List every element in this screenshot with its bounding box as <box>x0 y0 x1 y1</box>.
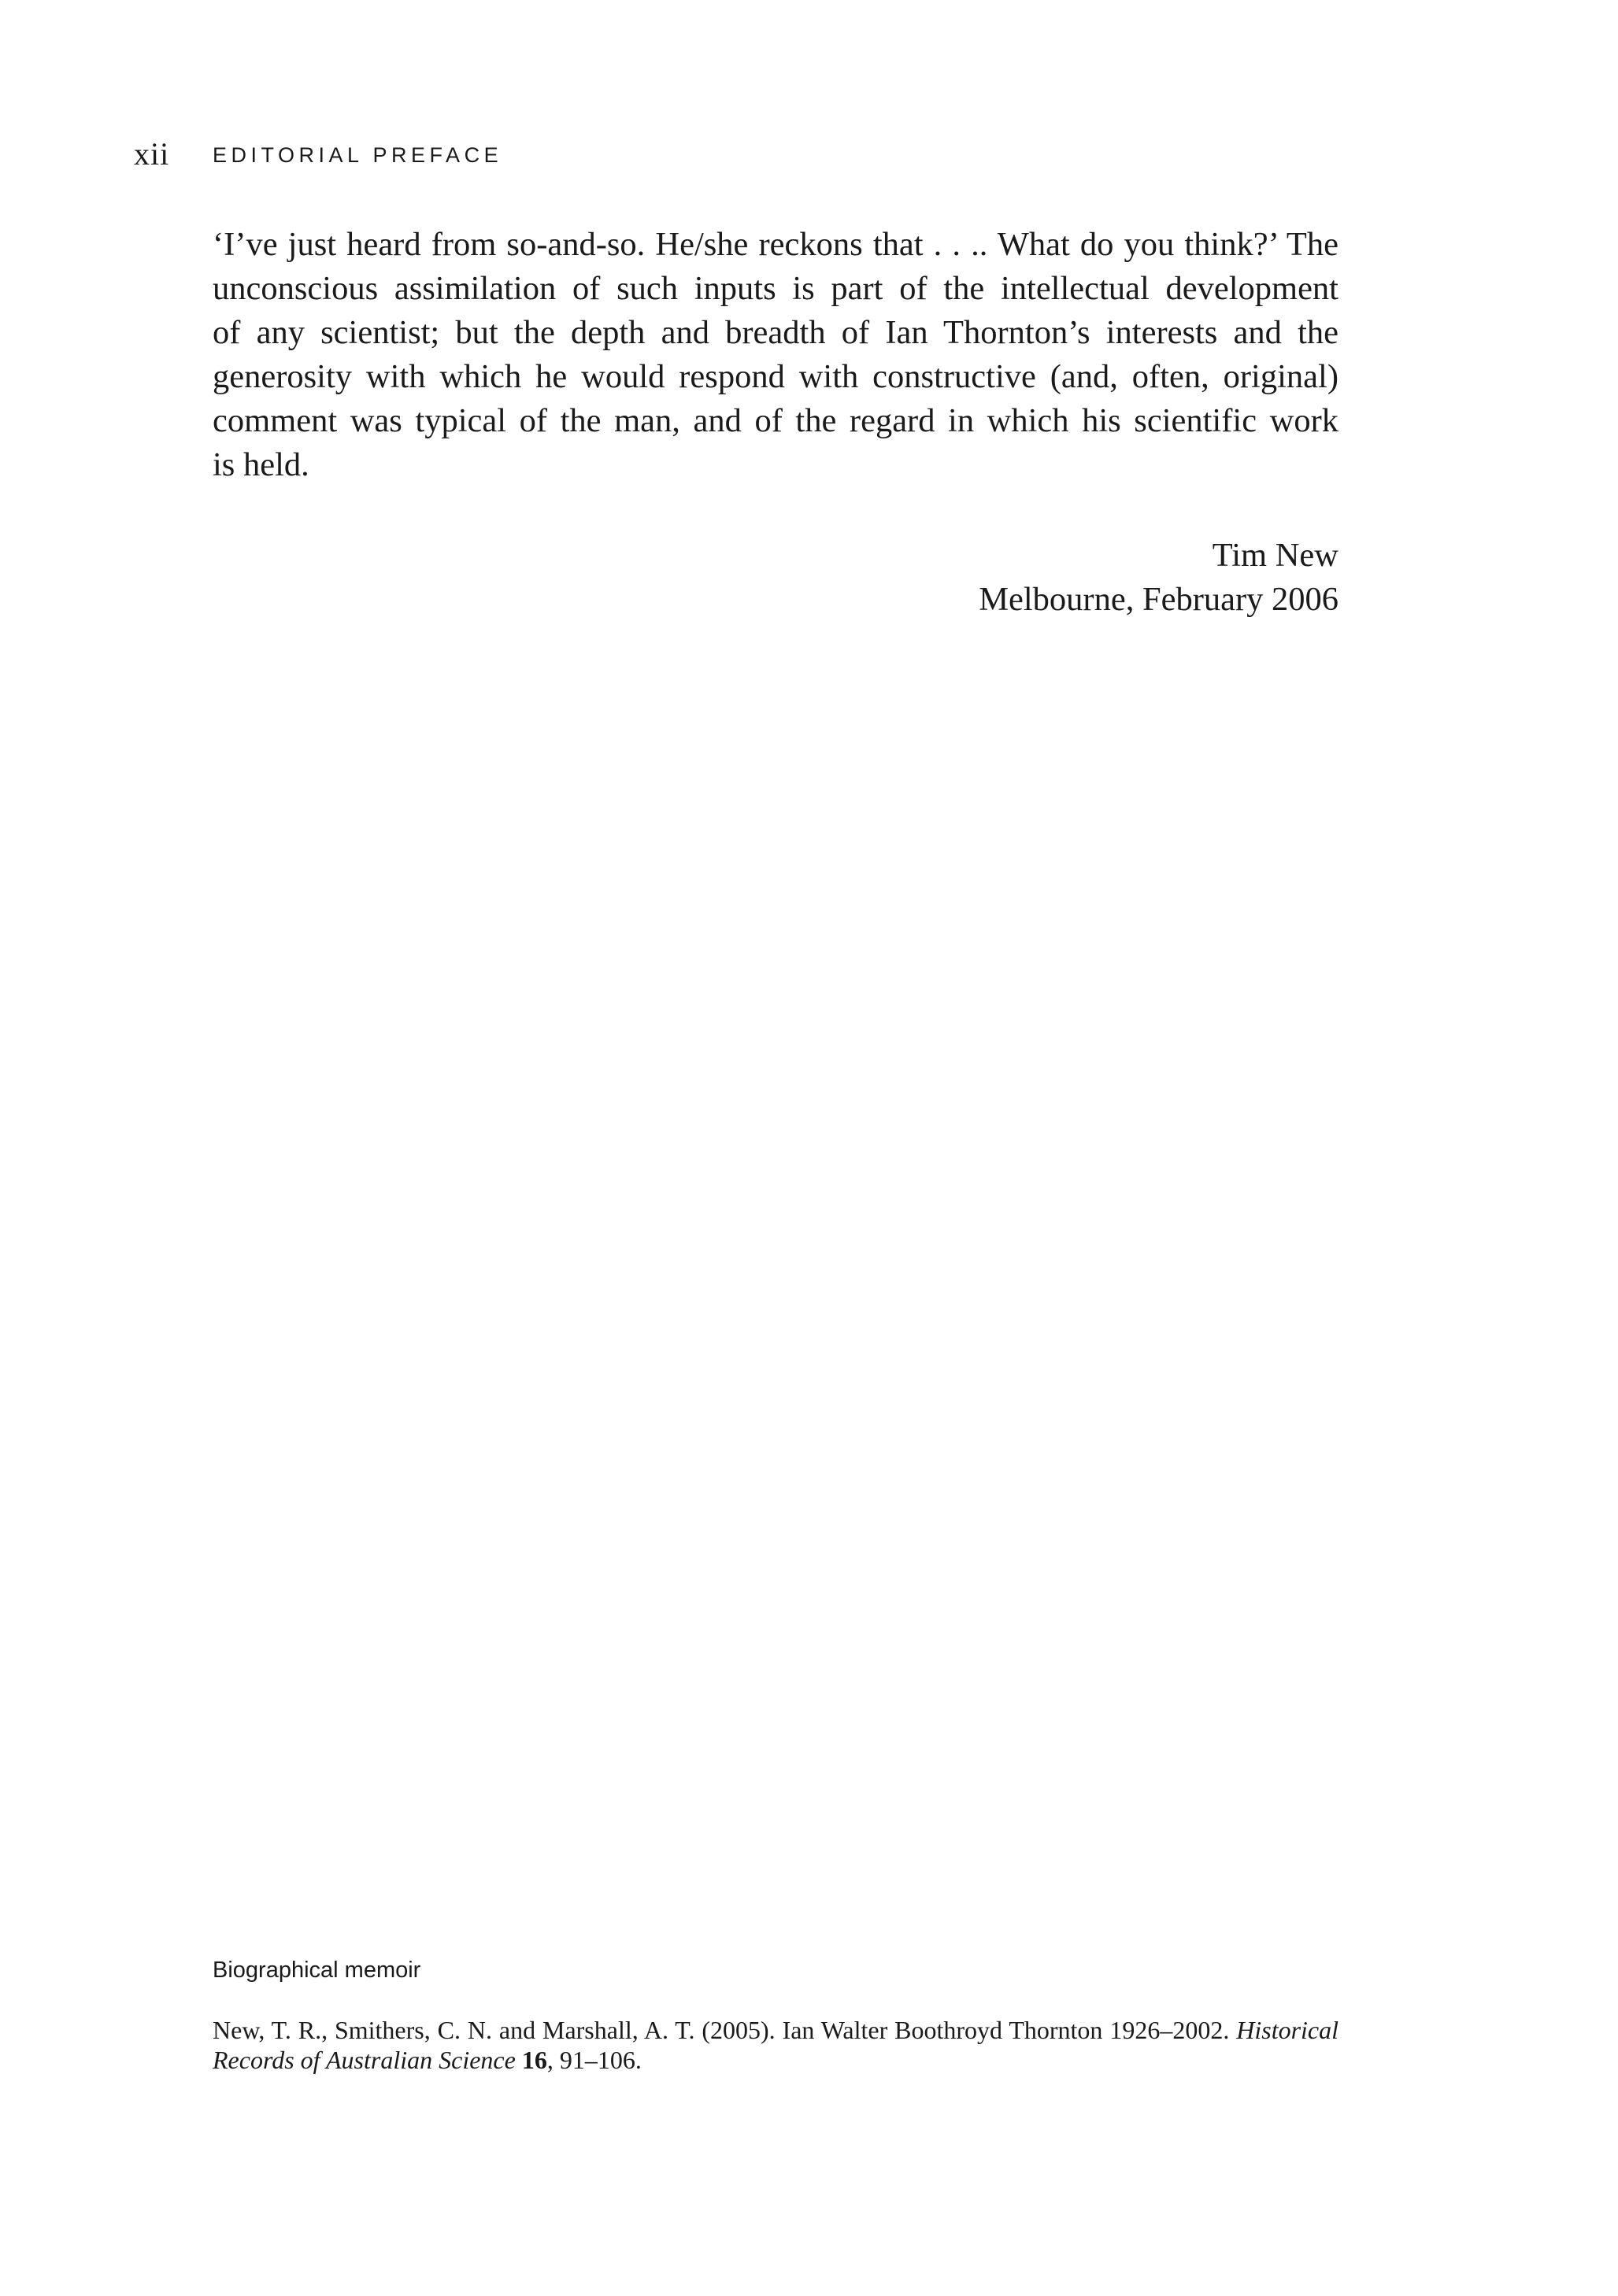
body-paragraph <box>213 223 1338 487</box>
body-line: generosity with which he would respond with constructive (and, often, original) <box>213 358 1338 395</box>
page-number: xii <box>134 136 170 172</box>
reference-entry <box>213 2015 1338 2075</box>
body-line: comment was typical of the man, and of the regard in which his scientific work <box>213 402 1338 439</box>
body-line: is held. <box>213 446 309 483</box>
reference-line <box>213 2015 1338 2045</box>
body-line: unconscious assimilation of such inputs is part of the intellectual development <box>213 270 1338 307</box>
reference-volume: 16 <box>521 2046 547 2074</box>
signature-block <box>827 534 1338 622</box>
reference-pages: , 91–106. <box>546 2046 642 2074</box>
body-line: ‘I’ve just heard from so-and-so. He/she reckons that . . .. What do you think?’ The <box>213 226 1338 263</box>
memoir-heading: Biographical memoir <box>213 1958 421 1983</box>
running-head <box>134 135 503 175</box>
body-line: of any scientist; but the depth and breadth of Ian Thornton’s interests and the <box>213 314 1338 351</box>
reference-authors-title: New, T. R., Smithers, C. N. and Marshall, A. T. (2005). Ian Walter Boothroyd Thornton 1926–2002. <box>213 2016 1230 2044</box>
running-head-title: EDITORIAL PREFACE <box>213 143 503 167</box>
signature-place-date: Melbourne, February 2006 <box>979 581 1338 618</box>
signature-name: Tim New <box>1212 537 1338 574</box>
reference-journal: Historical <box>1236 2016 1339 2044</box>
reference-journal: Records of Australian Science <box>213 2046 516 2074</box>
reference-line <box>213 2045 1338 2075</box>
